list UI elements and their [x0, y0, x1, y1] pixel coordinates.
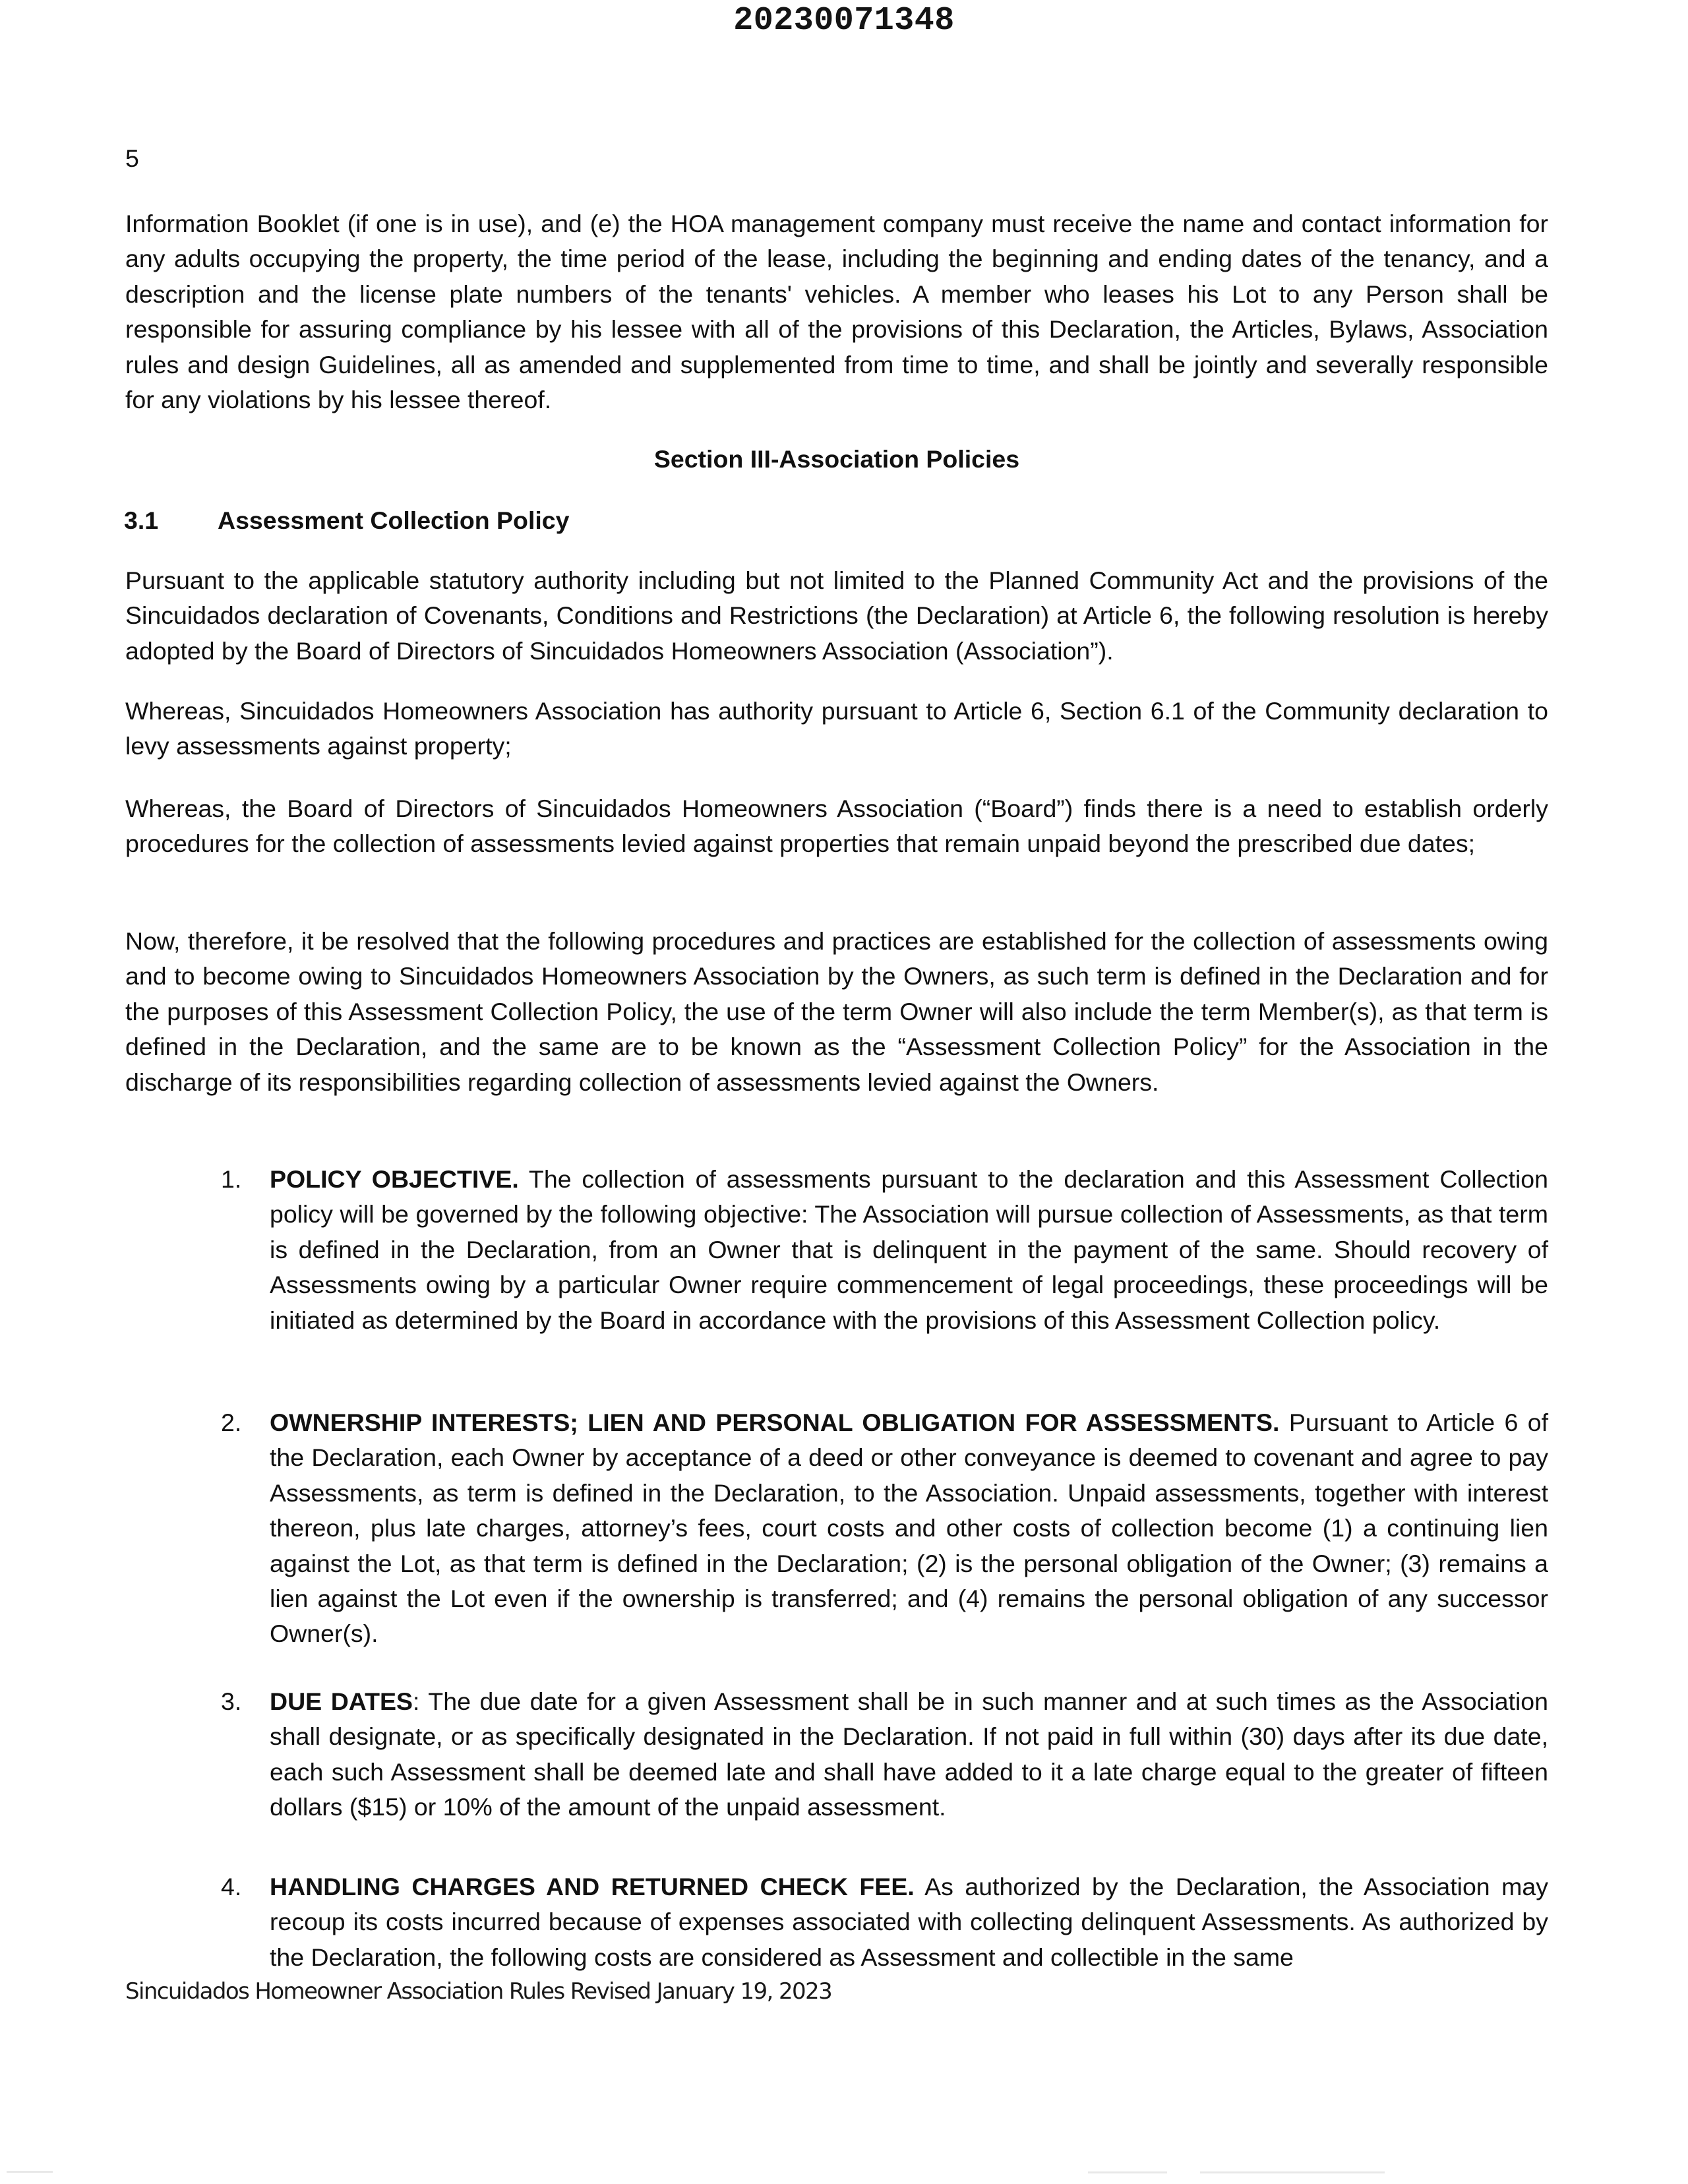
- page-footer: Sincuidados Homeowner Association Rules Revised January 19, 2023: [125, 1978, 832, 2005]
- page-number: 5: [125, 144, 139, 172]
- scan-artifact: [1088, 2171, 1167, 2173]
- whereas-board-paragraph: Whereas, the Board of Directors of Sincuidados Homeowners Association (“Board”) finds there is a need to establish orderly procedures for the collection of assessments levied against properties that remain unpaid beyond the prescribed due dates;: [125, 795, 1548, 858]
- list-item-body: [270, 1869, 1548, 1975]
- list-item-ownership-interests: [221, 1405, 1548, 1652]
- list-item-text: The collection of assessments pursuant to the declaration and this Assessment Collection policy will be governed by the following objective: The Association will pursue collection of Assessments, as that term is defined in the Declaration, from an Owner that is delinquent in the payment of the same. Should recovery of Assessments owing by a particular Owner require commencement of legal proceedings, these proceedings will be initiated as determined by the Board in accordance with the provisions of this Assessment Collection policy.: [270, 1165, 1548, 1334]
- list-item-due-dates: [221, 1684, 1548, 1825]
- list-item-text: As authorized by the Declaration, the Association may recoup its costs incurred because of expenses associated with collecting delinquent Assessments. As authorized by the Declaration, the following costs are considered as Assessment and collectible in the same: [270, 1873, 1548, 1971]
- pursuant-paragraph: Pursuant to the applicable statutory authority including but not limited to the Planned Community Act and the provisions of the Sincuidados declaration of Covenants, Conditions and Restrictions (the Declaration) at Article 6, the following resolution is hereby adopted by the Board of Directors of Sincuidados Homeowners Association (Association”).: [125, 566, 1548, 665]
- list-item-number: 1.: [221, 1165, 242, 1193]
- intro-paragraph: Information Booklet (if one is in use), and (e) the HOA management company must receive the name and contact information for any adults occupying the property, the time period of the lease, including the beginning and ending dates of the tenancy, and a description and the license plate numbers of the tenants' vehicles. A member who leases his Lot to any Person shall be responsible for assuring compliance by his lessee with all of the provisions of this Declaration, the Articles, Bylaws, Association rules and design Guidelines, all as amended and supplemented from time to time, and shall be jointly and severally responsible for any violations by his lessee thereof.: [125, 210, 1548, 414]
- list-item-text: : The due date for a given Assessment shall be in such manner and at such times as the Association shall designate, or as specifically designated in the Declaration. If not paid in full within (30) days after its due date, each such Assessment shall be deemed late and shall have added to it a late charge equal to the greater of fifteen dollars ($15) or 10% of the amount of the unpaid assessment.: [270, 1687, 1549, 1821]
- recording-number: 20230071348: [733, 2, 955, 40]
- subsection-title: Assessment Collection Policy: [218, 506, 570, 534]
- list-item-text: Pursuant to Article 6 of the Declaration, each Owner by acceptance of a deed or other conveyance is deemed to covenant and agree to pay Assessments, as term is defined in the Declaration, to the Association. Unpaid assessments, together with interest thereon, plus late charges, attorney’s fees, court costs and other costs of collection become (1) a continuing lien against the Lot, as that term is defined in the Declaration; (2) is the personal obligation of the Owner; (3) remains a lien against the Lot even if the ownership is transferred; and (4) remains the personal obligation of any successor Owner(s).: [270, 1409, 1548, 1648]
- resolution-paragraph: Now, therefore, it be resolved that the following procedures and practices are established for the collection of assessments owing and to become owing to Sincuidados Homeowners Association by the Owners, as such term is defined in the Declaration and for the purposes of this Assessment Collection Policy, the use of the term Owner will also include the term Member(s), as that term is defined in the Declaration, and the same are to be known as the “Assessment Collection Policy” for the Association in the discharge of its responsibilities regarding collection of assessments levied against the Owners.: [125, 927, 1548, 1096]
- whereas-authority-paragraph: Whereas, Sincuidados Homeowners Association has authority pursuant to Article 6, Section 6.1 of the Community declaration to levy assessments against property;: [125, 697, 1548, 760]
- scan-artifact: [7, 2171, 53, 2173]
- list-item-handling-charges: [221, 1869, 1548, 1975]
- list-item-lead: OWNERSHIP INTERESTS; LIEN AND PERSONAL OBLIGATION FOR ASSESSMENTS.: [270, 1409, 1280, 1436]
- list-item-body: [270, 1405, 1548, 1652]
- list-item-policy-objective: [221, 1162, 1548, 1338]
- list-item-body: [270, 1162, 1548, 1338]
- list-item-body: [270, 1684, 1548, 1825]
- list-item-number: 4.: [221, 1873, 242, 1900]
- list-item-lead: DUE DATES: [270, 1687, 413, 1715]
- subsection-heading: [124, 503, 570, 538]
- scan-artifact: [1200, 2171, 1385, 2173]
- list-item-number: 2.: [221, 1409, 242, 1436]
- list-item-lead: POLICY OBJECTIVE.: [270, 1165, 519, 1193]
- subsection-number: 3.1: [124, 506, 159, 534]
- list-item-number: 3.: [221, 1687, 242, 1715]
- list-item-lead: HANDLING CHARGES AND RETURNED CHECK FEE.: [270, 1873, 915, 1900]
- section-title: Section III-Association Policies: [653, 445, 1020, 473]
